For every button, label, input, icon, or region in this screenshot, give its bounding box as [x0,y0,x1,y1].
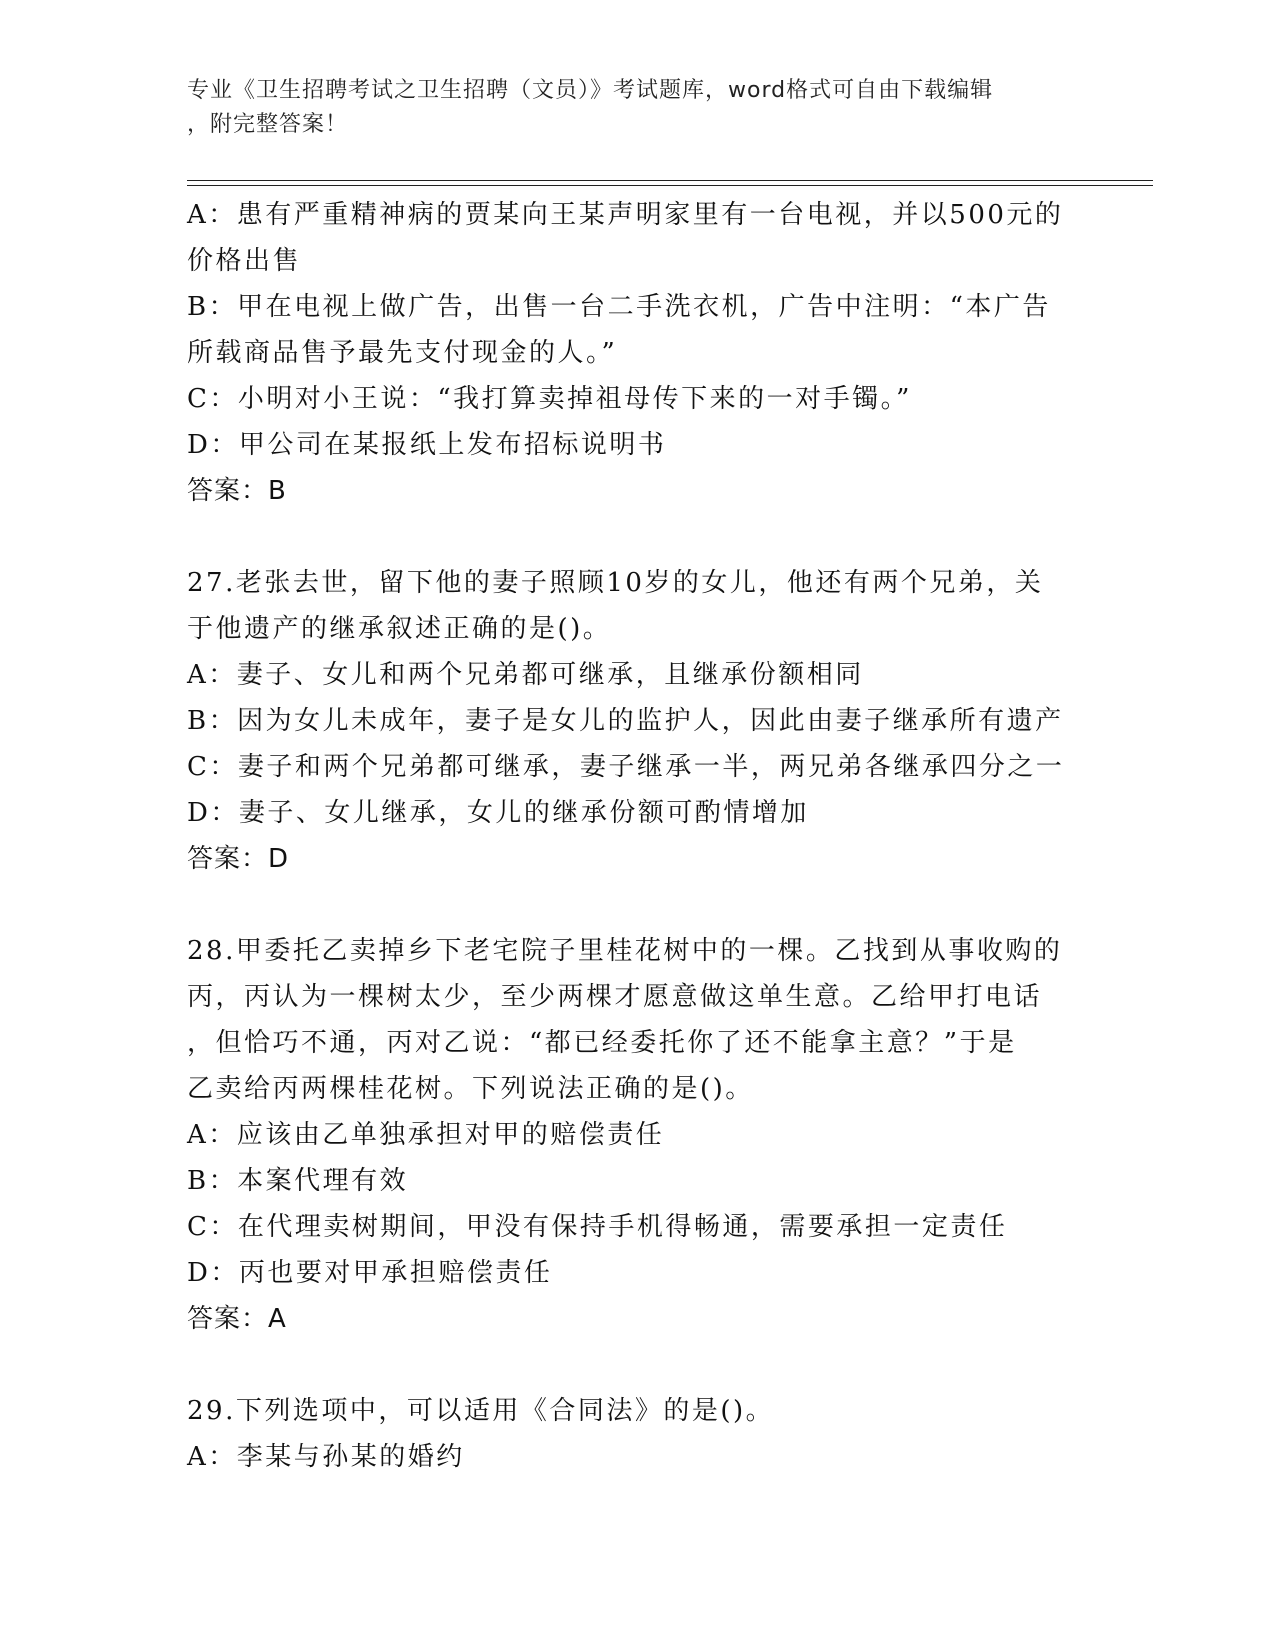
header-line-2: ，附完整答案！ [187,112,349,137]
header-divider-top [187,180,1153,181]
spacer [187,514,1087,560]
question-29 [187,1388,1087,1480]
header-divider-bottom [187,185,1153,186]
option-a: A：李某与孙某的婚约 [187,1442,465,1472]
question-stem-line-1: 29.下列选项中，可以适用《合同法》的是()。 [187,1396,775,1426]
header-line-1: 专业《卫生招聘考试之卫生招聘（文员）》考试题库，word格式可自由下载编辑 [187,78,994,103]
option-b: B：本案代理有效 [187,1166,409,1196]
option-c: C：小明对小王说：“我打算卖掉祖母传下来的一对手镯。” [187,384,912,414]
option-a-line-2: 价格出售 [187,246,302,276]
question-stem-line-3: ，但恰巧不通，丙对乙说：“都已经委托你了还不能拿主意？”于是 [187,1028,1017,1058]
question-stem-line-1: 28.甲委托乙卖掉乡下老宅院子里桂花树中的一棵。乙找到从事收购的 [187,936,1063,966]
option-a-line-1: A：患有严重精神病的贾某向王某声明家里有一台电视，并以500元的 [187,200,1064,230]
question-stem-line-2: 丙，丙认为一棵树太少，至少两棵才愿意做这单生意。乙给甲打电话 [187,982,1043,1012]
option-b: B：因为女儿未成年，妻子是女儿的监护人，因此由妻子继承所有遗产 [187,706,1064,736]
answer-label: 答案：B [187,476,287,506]
question-stem-line-2: 于他遗产的继承叙述正确的是()。 [187,614,612,644]
option-d: D：妻子、女儿继承，女儿的继承份额可酌情增加 [187,798,809,828]
option-d: D：丙也要对甲承担赔偿责任 [187,1258,553,1288]
question-26-options [187,192,1087,514]
option-c: C：在代理卖树期间，甲没有保持手机得畅通，需要承担一定责任 [187,1212,1008,1242]
answer-label: 答案：D [187,844,290,874]
option-a: A：应该由乙单独承担对甲的赔偿责任 [187,1120,665,1150]
option-a: A：妻子、女儿和两个兄弟都可继承，且继承份额相同 [187,660,864,690]
question-stem-line-1: 27.老张去世，留下他的妻子照顾10岁的女儿，他还有两个兄弟，关 [187,568,1044,598]
question-body [187,192,1087,1480]
spacer [187,882,1087,928]
option-b-line-1: B：甲在电视上做广告，出售一台二手洗衣机，广告中注明：“本广告 [187,292,1051,322]
question-27 [187,560,1087,882]
option-d: D：甲公司在某报纸上发布招标说明书 [187,430,667,460]
spacer [187,1342,1087,1388]
document-header [187,74,1067,142]
answer-label: 答案：A [187,1304,287,1334]
question-stem-line-4: 乙卖给丙两棵桂花树。下列说法正确的是()。 [187,1074,754,1104]
option-c: C：妻子和两个兄弟都可继承，妻子继承一半，两兄弟各继承四分之一 [187,752,1065,782]
question-28 [187,928,1087,1342]
option-b-line-2: 所载商品售予最先支付现金的人。” [187,338,618,368]
